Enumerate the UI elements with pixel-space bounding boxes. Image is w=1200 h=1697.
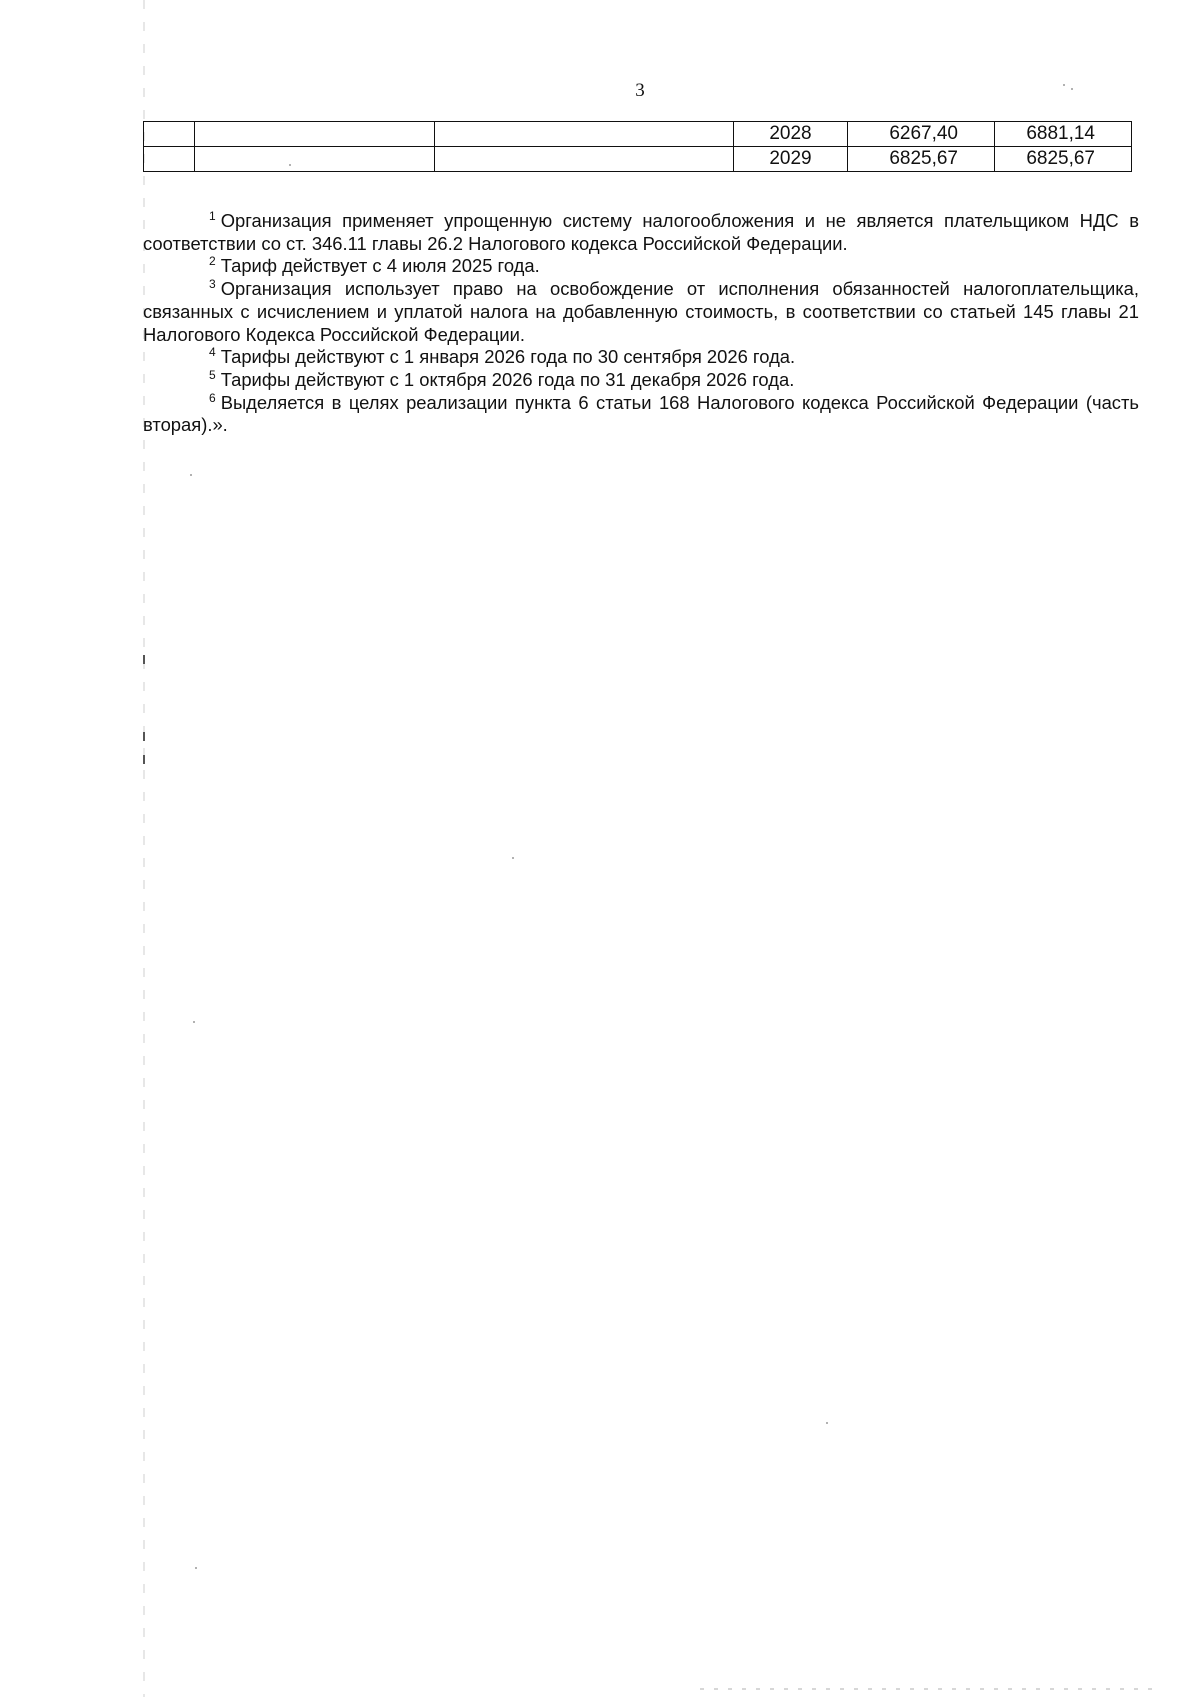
footnotes — [143, 210, 1139, 437]
table-cell-value: 6825,67 — [848, 147, 995, 172]
footnote-mark: 5 — [209, 367, 216, 382]
footnote — [143, 255, 1139, 278]
table-cell-organization — [195, 122, 435, 147]
footnote-text: Тарифы действуют с 1 января 2026 года по 30 сентября 2026 года. — [220, 346, 796, 368]
footnote — [143, 392, 1139, 437]
footnote-mark: 3 — [209, 277, 216, 292]
margin-scan-mark — [143, 732, 145, 741]
table-row — [144, 122, 1132, 147]
scan-speck — [826, 1422, 828, 1424]
table-cell-number — [144, 147, 195, 172]
margin-scan-mark — [143, 755, 145, 764]
scan-speck — [512, 857, 514, 859]
footnote-text: Выделяется в целях реализации пункта 6 статьи 168 Налогового кодекса Российской Федерации (часть вторая).». — [143, 391, 1139, 436]
footnote-text: Организация использует право на освобождение от исполнения обязанностей налогоплательщика, связанных с исчислением и уплатой налога на добавленную стоимость, в соответствии со статьей 145 главы 21 Налогового Кодекса Российской Федерации. — [143, 278, 1139, 345]
footnote-text: Тарифы действуют с 1 октября 2026 года по 31 декабря 2026 года. — [220, 368, 795, 390]
tariff-table — [143, 121, 1132, 172]
margin-scan-mark — [143, 655, 145, 664]
table-cell-number — [144, 122, 195, 147]
page-number: 3 — [635, 80, 645, 101]
table-cell-tariff-type — [435, 122, 734, 147]
table-cell-value: 6881,14 — [995, 122, 1132, 147]
footnote-mark: 4 — [209, 345, 216, 360]
table-cell-tariff-type — [435, 147, 734, 172]
footnote-text: Тариф действует с 4 июля 2025 года. — [220, 255, 540, 277]
footnote — [143, 346, 1139, 369]
footnote-text: Организация применяет упрощенную систему налогообложения и не является плательщиком НДС в соответствии со ст. 346.11 главы 26.2 Налогового кодекса Российской Федерации. — [143, 210, 1139, 254]
footnote-mark: 6 — [209, 390, 216, 405]
table-cell-organization — [195, 147, 435, 172]
footnote-mark: 2 — [209, 254, 216, 269]
footnote — [143, 369, 1139, 392]
scan-speck — [193, 1021, 195, 1023]
scan-speck — [195, 1567, 197, 1569]
table-cell-year: 2029 — [734, 147, 848, 172]
scan-speck — [190, 474, 192, 476]
footnote-mark: 1 — [209, 209, 216, 223]
table-cell-value: 6267,40 — [848, 122, 995, 147]
footnote — [143, 210, 1139, 255]
scan-bottom-noise — [700, 1688, 1160, 1690]
footnote — [143, 278, 1139, 346]
table-row — [144, 147, 1132, 172]
table-cell-value: 6825,67 — [995, 147, 1132, 172]
table-cell-year: 2028 — [734, 122, 848, 147]
